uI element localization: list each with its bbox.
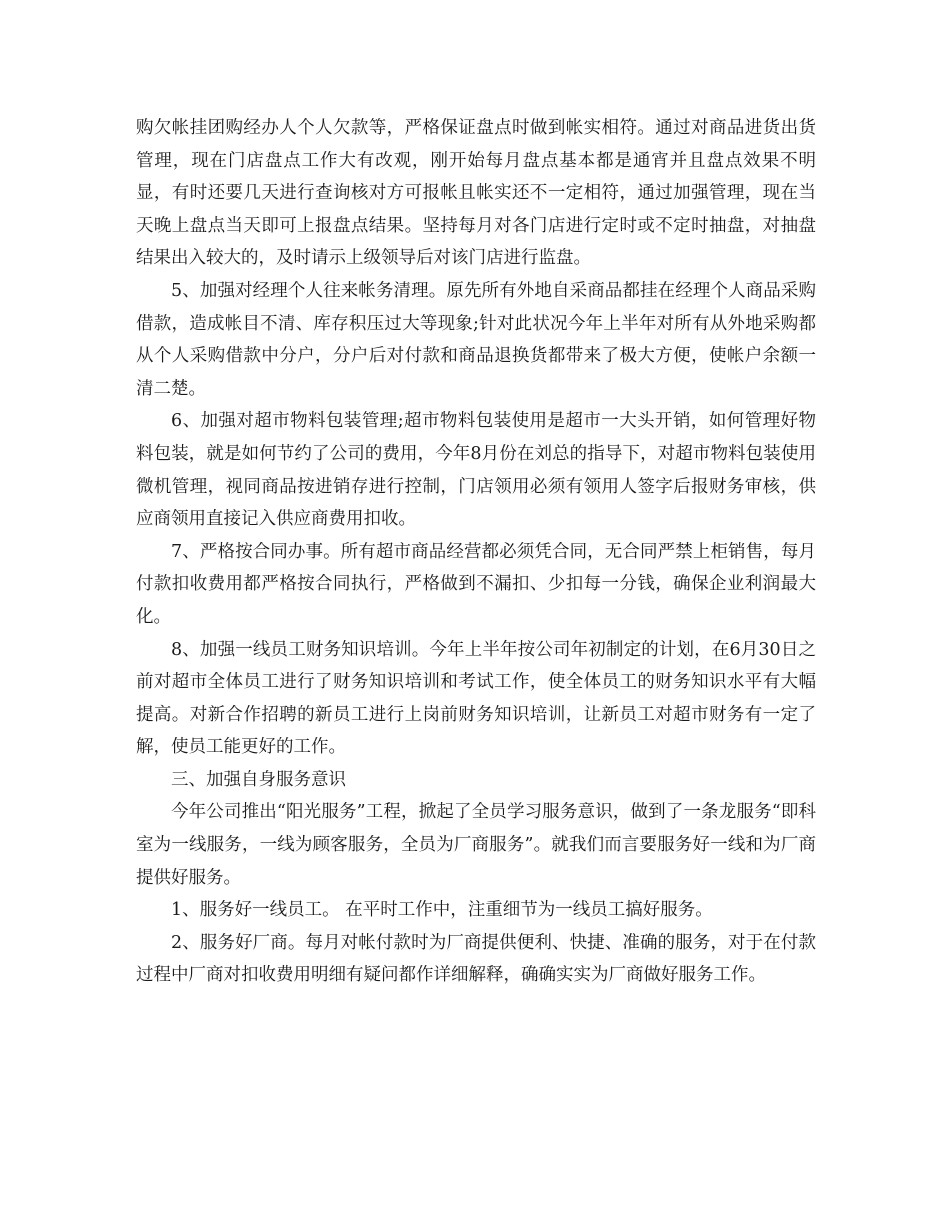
paragraph-item-6: 6、加强对超市物料包装管理;超市物料包装使用是超市一大头开销，如何管理好物料包装，就是如何节约了公司的费用，今年8月份在刘总的指导下，对超市物料包装使用微机管理，视同商品按进销存进行控制，门店领用必须有领用人签字后报财务审核，供应商领用直接记入供应商费用扣收。 xyxy=(136,411,816,530)
section-heading-3: 三、加强自身服务意识 xyxy=(171,769,346,790)
paragraph-service-item-2: 2、服务好厂商。每月对帐付款时为厂商提供便利、快捷、准确的服务，对于在付款过程中厂商对扣收费用明细有疑问都作详细解释，确确实实为厂商做好服务工作。 xyxy=(136,932,816,986)
document-body xyxy=(136,112,816,992)
paragraph-sunshine-service: 今年公司推出“阳光服务”工程，掀起了全员学习服务意识，做到了一条龙服务“即科室为一线服务，一线为顾客服务，全员为厂商服务”。就我们而言要服务好一线和为厂商提供好服务。 xyxy=(136,802,816,888)
paragraph-continuation: 购欠帐挂团购经办人个人欠款等，严格保证盘点时做到帐实相符。通过对商品进货出货管理，现在门店盘点工作大有改观，刚开始每月盘点基本都是通宵并且盘点效果不明显，有时还要几天进行查询核对方可报帐且帐实还不一定相符，通过加强管理，现在当天晚上盘点当天即可上报盘点结果。坚持每月对各门店进行定时或不定时抽盘，对抽盘结果出入较大的，及时请示上级领导后对该门店进行监盘。 xyxy=(136,118,816,269)
paragraph-item-7: 7、严格按合同办事。所有超市商品经营都必须凭合同，无合同严禁上柜销售，每月付款扣收费用都严格按合同执行，严格做到不漏扣、少扣每一分钱，确保企业利润最大化。 xyxy=(136,541,816,627)
paragraph-item-8: 8、加强一线员工财务知识培训。今年上半年按公司年初制定的计划，在6月30日之前对超市全体员工进行了财务知识培训和考试工作，使全体员工的财务知识水平有大幅提高。对新合作招聘的新员工进行上岗前财务知识培训，让新员工对超市财务有一定了解，使员工能更好的工作。 xyxy=(136,639,816,758)
paragraph-item-5: 5、加强对经理个人往来帐务清理。原先所有外地自采商品都挂在经理个人商品采购借款，造成帐目不清、库存积压过大等现象;针对此状况今年上半年对所有从外地采购都从个人采购借款中分户，分户后对付款和商品退换货都带来了极大方便，使帐户余额一清二楚。 xyxy=(136,280,816,399)
paragraph-service-item-1: 1、服务好一线员工。 在平时工作中，注重细节为一线员工搞好服务。 xyxy=(171,900,713,921)
